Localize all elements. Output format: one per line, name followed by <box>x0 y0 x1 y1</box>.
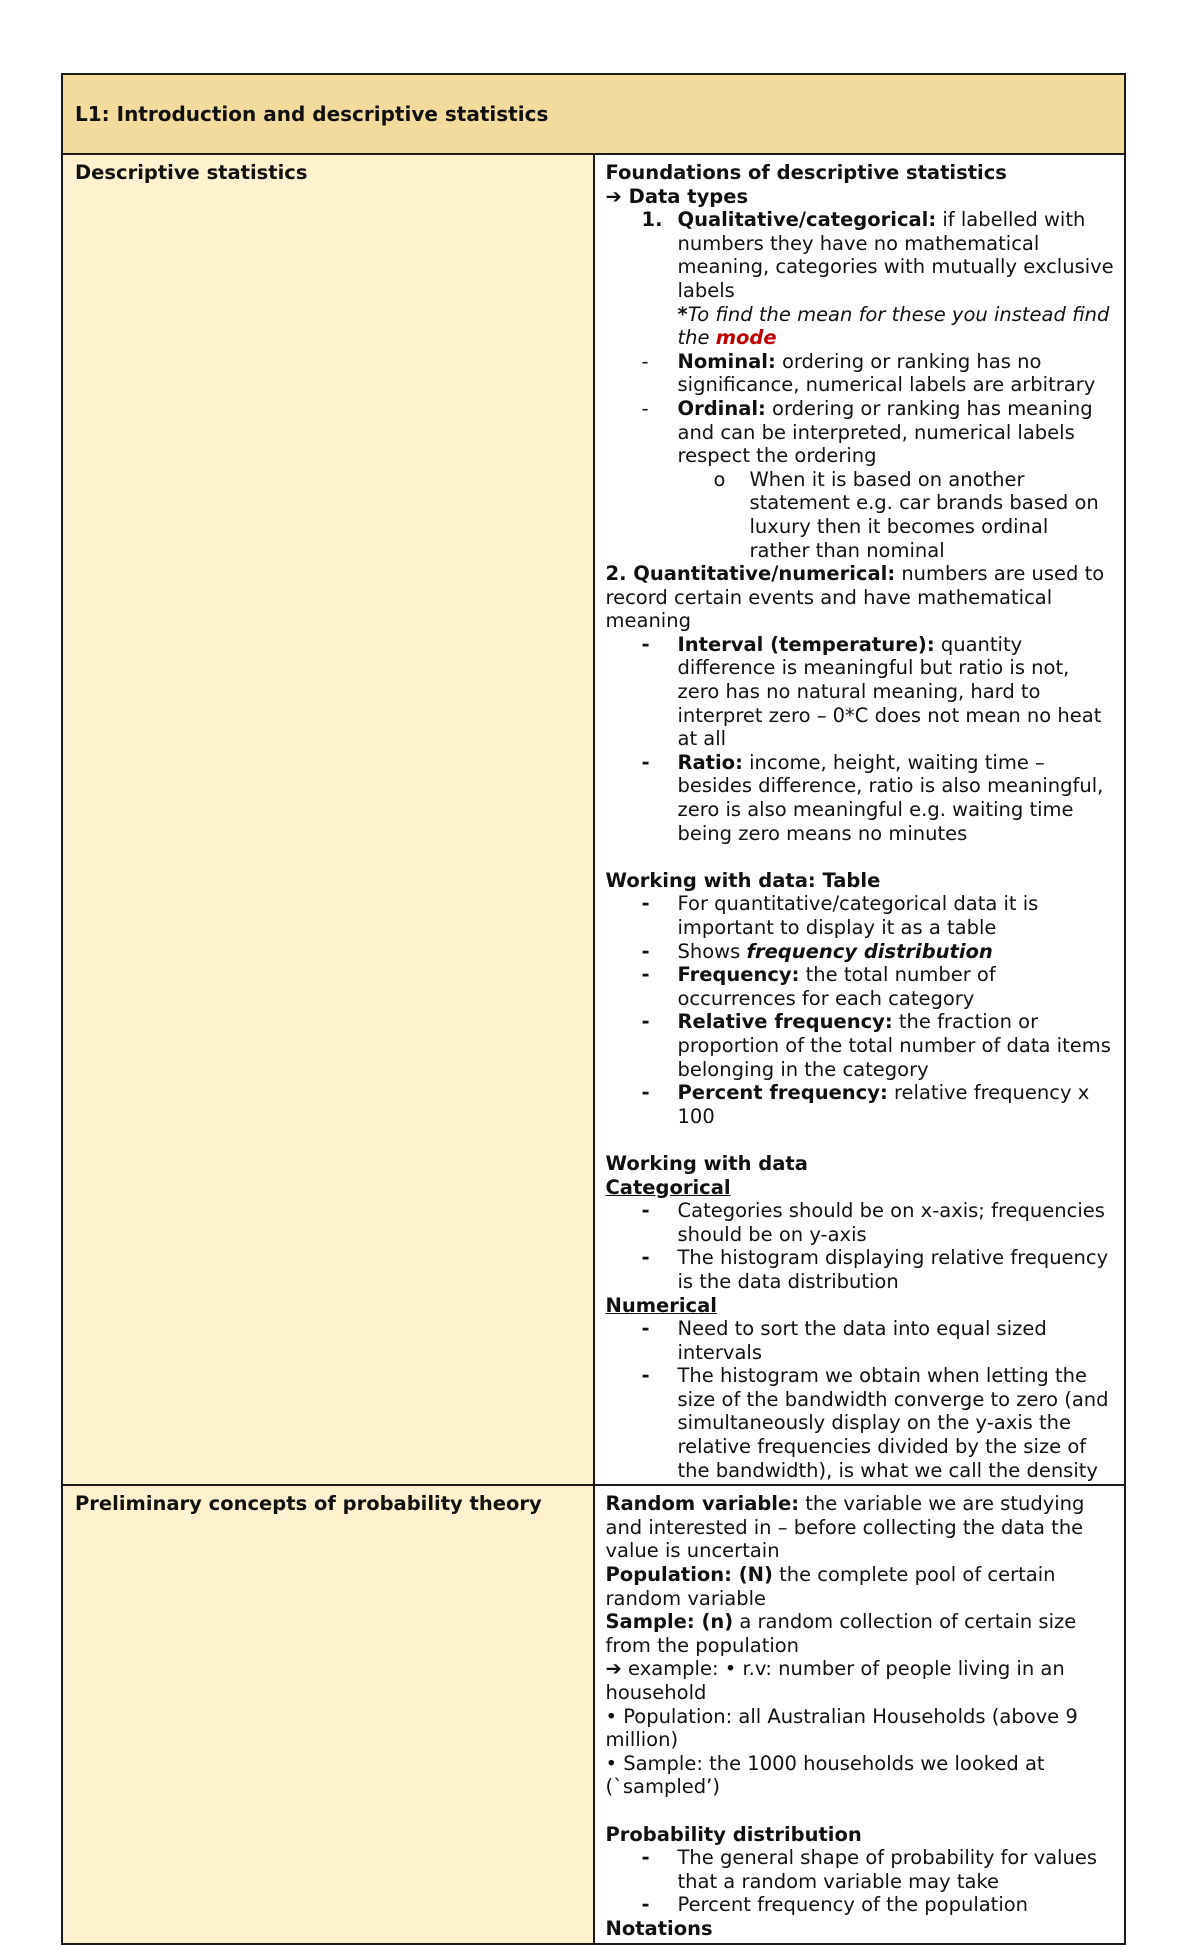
term: Nominal: <box>677 349 776 373</box>
example-line: ➔ example: • r.v: number of people living in an household <box>605 1657 1065 1704</box>
term: Ordinal: <box>677 396 766 420</box>
list-item <box>606 1199 1115 1246</box>
list-item <box>606 633 1115 751</box>
definition: the total number of occurrences for each category <box>677 963 996 1010</box>
note-mode: mode <box>715 326 777 350</box>
descriptive-statistics-content <box>594 154 1126 1485</box>
term: Percent frequency: <box>677 1081 888 1105</box>
sub-item-text: When it is based on another statement e.g. car brands based on luxury then it becomes ordinal rather than nominal <box>749 467 1099 562</box>
table-heading: Working with data: Table <box>605 868 881 892</box>
term: Random variable: <box>605 1492 800 1516</box>
item-text: Shows <box>677 939 747 963</box>
definition: numbers are used to record certain events and have mathematical meaning <box>605 562 1105 633</box>
list-item <box>606 1246 1115 1293</box>
list-item <box>606 1317 1115 1364</box>
definition: ordering or ranking has meaning and can be interpreted, numerical labels respect the ordering <box>677 396 1093 468</box>
definition: relative frequency x 100 <box>677 1081 1090 1128</box>
example-line: • Population: all Australian Households (above 9 million) <box>605 1704 1078 1752</box>
notes-table <box>61 73 1126 1945</box>
example-line: • Sample: the 1000 households we looked at (`sampled’) <box>605 1751 1045 1799</box>
definition: a random collection of certain size from the population <box>605 1610 1077 1657</box>
probability-distribution-heading: Probability distribution <box>605 1822 862 1846</box>
list-item <box>606 1364 1115 1482</box>
list-item <box>606 350 1115 397</box>
definition: if labelled with numbers they have no mathematical meaning, categories with mutually exclusive labels <box>677 208 1114 302</box>
list-item <box>606 208 1115 350</box>
sub-bullet: o <box>713 467 726 491</box>
bullet: - <box>641 1317 650 1341</box>
definition: the fraction or proportion of the total number of data items belonging in the category <box>677 1010 1111 1081</box>
item-text: The histogram displaying relative frequency is the data distribution <box>677 1246 1109 1293</box>
item-text: Percent frequency of the population <box>677 1893 1029 1917</box>
bullet: - <box>641 632 650 656</box>
term: Population: (N) <box>605 1563 773 1587</box>
term: Relative frequency: <box>677 1010 893 1034</box>
definition: income, height, waiting time – besides difference, ratio is also meaningful, zero is also meaningful e.g. waiting time being zero means no minutes <box>677 750 1104 845</box>
list-item <box>606 1893 1115 1917</box>
bullet: - <box>641 892 650 916</box>
term: Sample: (n) <box>605 1610 734 1634</box>
list-item <box>606 468 1115 562</box>
item-text: The histogram we obtain when letting the size of the bandwidth converge to zero (and simultaneously display on the y-axis the relative frequencies divided by the size of the bandwidth), is what we call the density <box>677 1364 1109 1482</box>
population-item <box>606 1563 1115 1610</box>
list-number: 1. <box>641 208 663 232</box>
quantitative-item <box>606 562 1115 633</box>
list-item <box>606 1081 1115 1128</box>
list-item <box>606 940 1115 964</box>
definition: ordering or ranking has no significance, numerical labels are arbitrary <box>677 349 1096 397</box>
list-item <box>606 1846 1115 1893</box>
notations-heading: Notations <box>605 1916 713 1940</box>
term: 2. Quantitative/numerical: <box>605 562 896 586</box>
random-variable-item <box>606 1492 1115 1563</box>
note-star: * <box>677 302 688 326</box>
categorical-heading: Categorical <box>605 1175 731 1199</box>
data-types-heading: ➔ Data types <box>605 184 749 208</box>
definition: the variable we are studying and interested in – before collecting the data the value is uncertain <box>605 1492 1085 1563</box>
bullet: - <box>641 396 649 420</box>
bullet: - <box>641 1246 650 1270</box>
term: Frequency: <box>677 963 800 987</box>
foundations-heading: Foundations of descriptive statistics <box>605 161 1007 184</box>
definition: quantity difference is meaningful but ratio is not, zero has no natural meaning, hard to interpret zero – 0*C does not mean no heat at all <box>677 632 1102 751</box>
definition: the complete pool of certain random variable <box>605 1563 1056 1610</box>
list-item <box>606 1010 1115 1081</box>
item-text: For quantitative/categorical data it is important to display it as a table <box>677 892 1039 939</box>
table-title: L1: Introduction and descriptive statistics <box>62 74 1125 154</box>
bullet: - <box>641 1010 650 1034</box>
bullet: - <box>641 1364 650 1388</box>
emphasis: frequency distribution <box>746 939 993 963</box>
probability-concepts-content <box>594 1485 1126 1943</box>
term: Ratio: <box>677 750 743 774</box>
item-text: Need to sort the data into equal sized intervals <box>677 1317 1047 1364</box>
item-text: Categories should be on x-axis; frequencies should be on y-axis <box>677 1199 1105 1246</box>
bullet: - <box>641 1081 650 1105</box>
topic-descriptive-statistics: Descriptive statistics <box>62 154 594 1485</box>
bullet: - <box>641 1893 650 1917</box>
list-item <box>606 751 1115 845</box>
bullet: - <box>641 750 650 774</box>
item-text: The general shape of probability for values that a random variable may take <box>677 1846 1097 1893</box>
bullet: - <box>641 963 650 987</box>
list-item <box>606 397 1115 468</box>
bullet: - <box>641 939 650 963</box>
term: Interval (temperature): <box>677 632 935 656</box>
working-with-data-heading: Working with data <box>605 1151 808 1175</box>
list-item <box>606 892 1115 939</box>
bullet: - <box>641 1199 650 1223</box>
note-text: To find the mean for these you instead find the <box>677 302 1110 350</box>
term: Qualitative/categorical: <box>677 208 937 232</box>
numerical-heading: Numerical <box>605 1293 717 1317</box>
bullet: - <box>641 349 649 373</box>
sample-item <box>606 1610 1115 1657</box>
list-item <box>606 963 1115 1010</box>
bullet: - <box>641 1846 650 1870</box>
topic-probability-concepts: Preliminary concepts of probability theory <box>62 1485 594 1943</box>
